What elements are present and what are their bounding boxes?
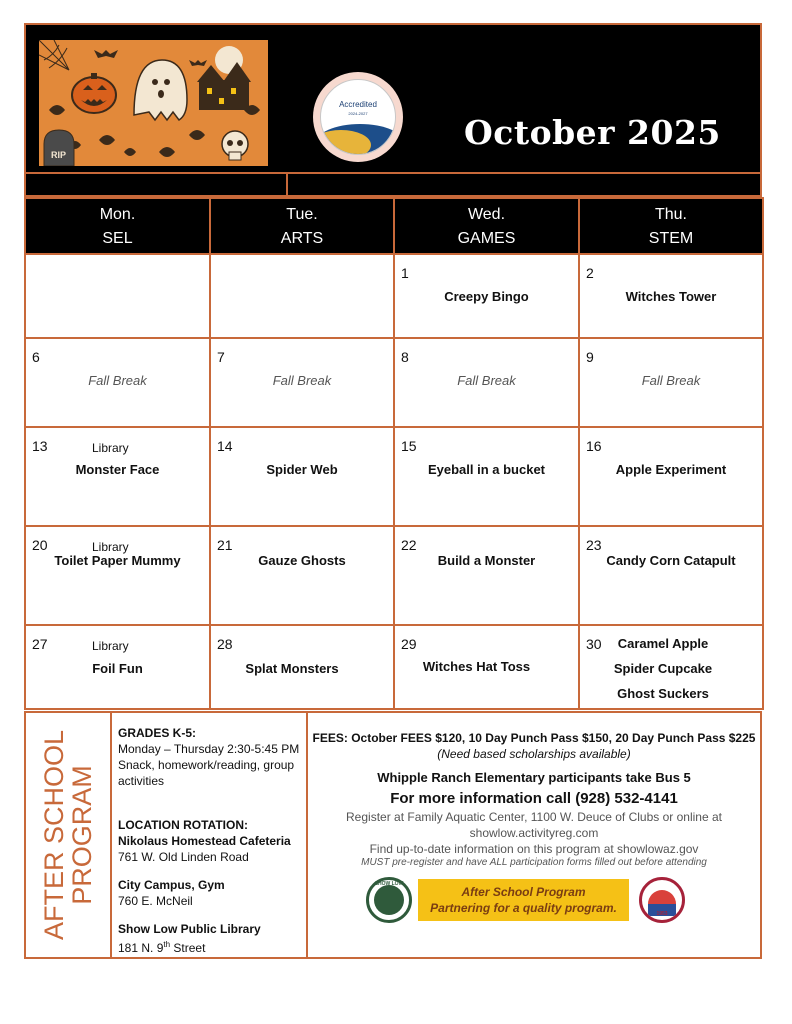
vertical-title-line: PROGRAM bbox=[67, 765, 97, 905]
activity: Caramel Apple bbox=[617, 636, 709, 651]
day-cell-empty bbox=[210, 254, 394, 338]
activity: Ghost Suckers bbox=[617, 686, 709, 701]
program-contact bbox=[308, 713, 760, 957]
day-number: 21 bbox=[217, 537, 233, 553]
location-block bbox=[118, 877, 304, 909]
day-cell bbox=[394, 254, 579, 338]
day-number: 22 bbox=[401, 537, 417, 553]
day-number: 13 bbox=[32, 438, 48, 454]
activity: Creepy Bingo bbox=[444, 289, 529, 304]
activity: Foil Fun bbox=[92, 661, 143, 676]
day-cell-empty bbox=[25, 254, 210, 338]
location-name: Nikolaus Homestead Cafeteria bbox=[118, 834, 291, 848]
calendar-grid bbox=[24, 197, 764, 710]
day-cell bbox=[579, 427, 763, 526]
day-header-wed bbox=[394, 198, 579, 254]
day-number: 20 bbox=[32, 537, 48, 553]
location-name: City Campus, Gym bbox=[118, 878, 225, 892]
activity: Witches Hat Toss bbox=[422, 659, 531, 674]
day-number: 6 bbox=[32, 349, 40, 365]
day-cell bbox=[394, 526, 579, 625]
halloween-illustration bbox=[39, 40, 268, 166]
schedule-text: Monday – Thursday 2:30-5:45 PM bbox=[118, 742, 300, 756]
day-cell bbox=[210, 338, 394, 427]
location-note: Library bbox=[92, 441, 129, 455]
week-row bbox=[25, 427, 763, 526]
day-cell bbox=[210, 427, 394, 526]
activity: Spider Cupcake bbox=[613, 661, 713, 676]
activity: Spider Web bbox=[266, 462, 338, 477]
banner-line: After School Program bbox=[461, 885, 586, 899]
day-cell bbox=[579, 526, 763, 625]
week-row bbox=[25, 338, 763, 427]
location-address: 761 W. Old Linden Road bbox=[118, 850, 249, 864]
day-cell bbox=[25, 338, 210, 427]
day-number: 7 bbox=[217, 349, 225, 365]
day-number: 16 bbox=[586, 438, 602, 454]
banner-line: Partnering for a quality program. bbox=[430, 901, 617, 915]
day-name: Thu. bbox=[654, 206, 687, 223]
header-subbar bbox=[24, 172, 762, 197]
day-cell bbox=[210, 625, 394, 709]
must-register-note: MUST pre-register and have ALL participation forms filled out before attending bbox=[361, 857, 707, 868]
seal-years: 2024-2027 bbox=[348, 111, 368, 116]
activities-text: Snack, homework/reading, group activities bbox=[118, 758, 295, 788]
fall-break-note: Fall Break bbox=[457, 373, 516, 388]
day-header-tue bbox=[210, 198, 394, 254]
find-info-text: Find up-to-date information on this program at showlowaz.gov bbox=[369, 842, 699, 856]
rotation-label: LOCATION ROTATION: bbox=[118, 818, 248, 832]
location-note: Library bbox=[92, 639, 129, 653]
day-cell bbox=[579, 625, 763, 709]
halloween-art-icon bbox=[39, 40, 268, 166]
day-number: 27 bbox=[32, 636, 48, 652]
day-number: 15 bbox=[401, 438, 417, 454]
week-row bbox=[25, 625, 763, 709]
day-theme: SEL bbox=[102, 230, 133, 247]
fall-break-note: Fall Break bbox=[272, 373, 332, 388]
day-number: 30 bbox=[586, 636, 602, 652]
call-info: For more information call (928) 532-4141 bbox=[390, 790, 678, 807]
day-name: Tue. bbox=[286, 206, 318, 223]
seal-label: Accredited bbox=[339, 100, 377, 109]
activity: Candy Corn Catapult bbox=[606, 553, 736, 568]
day-cell bbox=[579, 254, 763, 338]
day-cell bbox=[394, 427, 579, 526]
day-number: 9 bbox=[586, 349, 594, 365]
location-address: 181 N. 9th Street bbox=[118, 940, 206, 955]
activity: Build a Monster bbox=[437, 553, 536, 568]
day-cell bbox=[210, 526, 394, 625]
location-address: 760 E. McNeil bbox=[118, 894, 193, 908]
fall-break-note: Fall Break bbox=[641, 373, 701, 388]
subbar-divider bbox=[286, 174, 288, 195]
page-title: October 2025 bbox=[464, 113, 721, 152]
fall-break-note: Fall Break bbox=[88, 373, 147, 388]
program-info-box bbox=[24, 711, 762, 959]
seal-badge-icon bbox=[320, 79, 396, 155]
day-theme: GAMES bbox=[457, 230, 516, 247]
vertical-title-line: AFTER SCHOOL bbox=[39, 729, 69, 941]
rip-text: RIP bbox=[51, 150, 67, 160]
location-note: Library bbox=[92, 540, 129, 554]
day-number: 1 bbox=[401, 265, 409, 281]
activity: Gauze Ghosts bbox=[258, 553, 346, 568]
seal-year: 1953 bbox=[656, 911, 668, 917]
day-number: 29 bbox=[401, 636, 417, 652]
day-number: 23 bbox=[586, 537, 602, 553]
header-banner bbox=[24, 23, 762, 174]
day-number: 28 bbox=[217, 636, 233, 652]
register-text: Register at Family Aquatic Center, 1100 W. Deuce of Clubs or online at bbox=[346, 810, 722, 824]
register-link[interactable]: showlow.activityreg.com bbox=[469, 826, 599, 840]
program-details bbox=[112, 713, 308, 957]
show-low-schools-logo-icon bbox=[366, 877, 412, 923]
activity: Witches Tower bbox=[625, 289, 717, 304]
grades-block bbox=[118, 725, 304, 789]
day-theme: STEM bbox=[648, 230, 694, 247]
day-cell bbox=[25, 526, 210, 625]
day-cell bbox=[25, 427, 210, 526]
program-vertical-title bbox=[26, 713, 112, 957]
activity: Toilet Paper Mummy bbox=[54, 553, 181, 568]
activity: Splat Monsters bbox=[245, 661, 339, 676]
day-theme: ARTS bbox=[280, 230, 324, 247]
activity: Eyeball in a bucket bbox=[427, 462, 546, 477]
day-header-row bbox=[25, 198, 763, 254]
day-cell bbox=[579, 338, 763, 427]
activity: Monster Face bbox=[75, 462, 160, 477]
day-number: 14 bbox=[217, 438, 233, 454]
grades-label: GRADES K-5: bbox=[118, 726, 197, 740]
logo-text: SHOW LOW bbox=[374, 881, 404, 887]
day-header-mon bbox=[25, 198, 210, 254]
vertical-title-text bbox=[40, 730, 96, 940]
day-name: Wed. bbox=[467, 206, 506, 223]
fees-text: FEES: October FEES $120, 10 Day Punch Pass $150, 20 Day Punch Pass $225 bbox=[312, 731, 756, 745]
rotation-block bbox=[118, 817, 304, 865]
city-of-show-low-seal-icon bbox=[639, 877, 685, 923]
accreditation-seal bbox=[313, 72, 403, 162]
week-row bbox=[25, 254, 763, 338]
week-row bbox=[25, 526, 763, 625]
day-header-thu bbox=[579, 198, 763, 254]
day-cell bbox=[25, 625, 210, 709]
day-number: 2 bbox=[586, 265, 594, 281]
day-cell bbox=[394, 625, 579, 709]
location-name: Show Low Public Library bbox=[118, 922, 261, 936]
location-block bbox=[118, 921, 304, 956]
day-name: Mon. bbox=[99, 206, 136, 223]
bus-note: Whipple Ranch Elementary participants take Bus 5 bbox=[377, 770, 691, 785]
activity: Apple Experiment bbox=[615, 462, 727, 477]
partnership-banner bbox=[418, 879, 629, 921]
day-number: 8 bbox=[401, 349, 409, 365]
day-cell bbox=[394, 338, 579, 427]
logo-center bbox=[374, 885, 404, 915]
scholarship-note: (Need based scholarships available) bbox=[437, 747, 631, 761]
